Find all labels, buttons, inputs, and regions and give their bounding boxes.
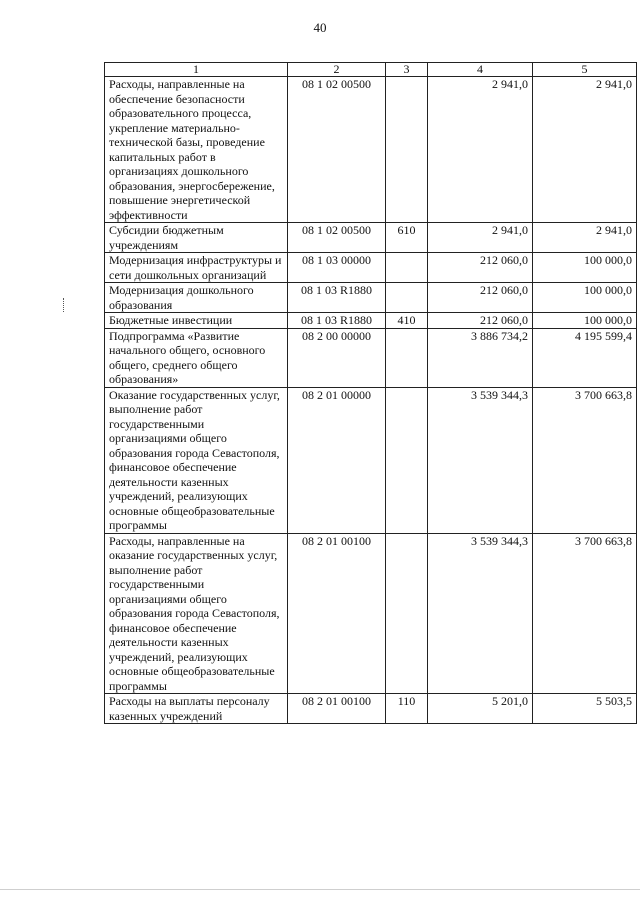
column-header-expense-type: 3 <box>386 63 428 77</box>
column-header-name: 1 <box>105 63 288 77</box>
row-amount-1: 3 539 344,3 <box>428 387 533 533</box>
row-name: Оказание государственных услуг, выполнение работ государственными организациями общего образования города Севастополя, финансовое обеспечение деятельности казенных учреждений, реализующих основные общеобразовательные программы <box>105 387 288 533</box>
column-header-amount-2: 5 <box>533 63 637 77</box>
table-row <box>105 328 637 387</box>
table-row <box>105 313 637 329</box>
row-expense-type <box>386 533 428 694</box>
column-header-code: 2 <box>288 63 386 77</box>
row-code: 08 1 02 00500 <box>288 77 386 223</box>
header-row <box>105 63 637 77</box>
row-name: Субсидии бюджетным учреждениям <box>105 223 288 253</box>
row-expense-type <box>386 283 428 313</box>
row-amount-2: 5 503,5 <box>533 694 637 724</box>
row-amount-2: 2 941,0 <box>533 223 637 253</box>
row-expense-type: 410 <box>386 313 428 329</box>
table-row <box>105 253 637 283</box>
row-code: 08 2 01 00100 <box>288 694 386 724</box>
table-row <box>105 77 637 223</box>
row-code: 08 1 03 R1880 <box>288 283 386 313</box>
row-name: Подпрограмма «Развитие начального общего, основного общего, среднего общего образования» <box>105 328 288 387</box>
page-bottom-edge <box>0 889 640 890</box>
row-expense-type: 110 <box>386 694 428 724</box>
row-expense-type <box>386 77 428 223</box>
row-amount-1: 212 060,0 <box>428 313 533 329</box>
row-amount-2: 100 000,0 <box>533 313 637 329</box>
row-expense-type <box>386 328 428 387</box>
row-amount-1: 3 886 734,2 <box>428 328 533 387</box>
row-amount-2: 100 000,0 <box>533 253 637 283</box>
row-code: 08 1 02 00500 <box>288 223 386 253</box>
row-name: Модернизация инфраструктуры и сети дошкольных организаций <box>105 253 288 283</box>
row-amount-1: 5 201,0 <box>428 694 533 724</box>
row-name: Модернизация дошкольного образования <box>105 283 288 313</box>
row-code: 08 2 01 00100 <box>288 533 386 694</box>
table-row <box>105 283 637 313</box>
row-amount-2: 2 941,0 <box>533 77 637 223</box>
row-amount-1: 2 941,0 <box>428 223 533 253</box>
row-code: 08 2 01 00000 <box>288 387 386 533</box>
table-row <box>105 387 637 533</box>
margin-mark <box>63 298 65 312</box>
row-code: 08 1 03 R1880 <box>288 313 386 329</box>
table-row <box>105 694 637 724</box>
row-amount-2: 3 700 663,8 <box>533 387 637 533</box>
row-amount-2: 4 195 599,4 <box>533 328 637 387</box>
row-name: Расходы на выплаты персоналу казенных учреждений <box>105 694 288 724</box>
row-name: Расходы, направленные на оказание государственных услуг, выполнение работ государственными организациями общего образования города Севастополя, финансовое обеспечение деятельности казенных учреждений, реализующих основные общеобразовательные программы <box>105 533 288 694</box>
budget-table <box>104 62 637 724</box>
page-number: 40 <box>313 20 327 35</box>
row-amount-2: 100 000,0 <box>533 283 637 313</box>
row-expense-type <box>386 387 428 533</box>
row-expense-type: 610 <box>386 223 428 253</box>
row-code: 08 1 03 00000 <box>288 253 386 283</box>
row-amount-1: 212 060,0 <box>428 253 533 283</box>
table-row <box>105 223 637 253</box>
row-amount-1: 212 060,0 <box>428 283 533 313</box>
table-row <box>105 533 637 694</box>
row-name: Расходы, направленные на обеспечение безопасности образовательного процесса, укрепление материально-технической базы, проведение капитальных работ в организациях дошкольного образования, энергосбережение, повышение энергетической эффективности <box>105 77 288 223</box>
row-amount-1: 3 539 344,3 <box>428 533 533 694</box>
row-amount-1: 2 941,0 <box>428 77 533 223</box>
row-code: 08 2 00 00000 <box>288 328 386 387</box>
row-amount-2: 3 700 663,8 <box>533 533 637 694</box>
column-header-amount-1: 4 <box>428 63 533 77</box>
row-expense-type <box>386 253 428 283</box>
row-name: Бюджетные инвестиции <box>105 313 288 329</box>
